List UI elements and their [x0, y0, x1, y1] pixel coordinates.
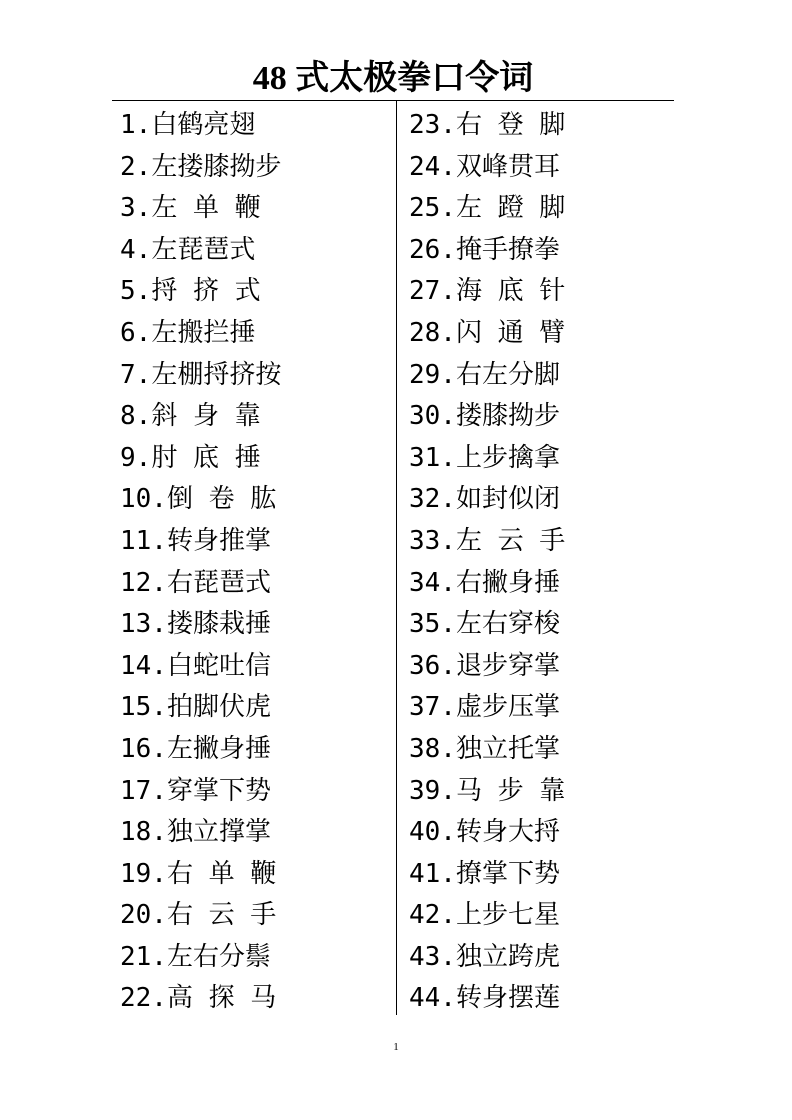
- list-item: [409, 188, 669, 230]
- left-column-list: [120, 105, 390, 1020]
- item-name: 上步七星: [455, 900, 560, 931]
- item-number: 9.: [120, 442, 152, 473]
- item-name: 白鹤亮翅: [151, 110, 256, 140]
- list-item: [120, 230, 390, 272]
- item-name: 上步擒拿: [455, 442, 560, 473]
- list-item: [409, 563, 669, 605]
- list-item: [120, 396, 390, 438]
- item-name: 海 底 针: [455, 276, 566, 307]
- list-item: [409, 604, 669, 646]
- item-name: 退步穿掌: [455, 650, 560, 681]
- item-number: 7.: [120, 359, 152, 390]
- item-number: 20.: [120, 900, 167, 931]
- list-item: [120, 521, 390, 563]
- list-item: [120, 563, 390, 605]
- list-item: [120, 771, 390, 813]
- list-item: [409, 105, 669, 147]
- item-number: 40.: [409, 817, 456, 848]
- item-number: 41.: [409, 858, 456, 889]
- list-item: [409, 271, 669, 313]
- item-number: 38.: [409, 733, 456, 764]
- item-name: 拍脚伏虎: [166, 692, 271, 723]
- item-number: 3.: [120, 193, 152, 224]
- item-number: 35.: [409, 609, 456, 640]
- item-name: 肘 底 捶: [151, 442, 261, 473]
- list-item: [120, 937, 390, 979]
- list-item: [120, 687, 390, 729]
- item-number: 12.: [120, 567, 167, 598]
- item-number: 4.: [120, 234, 152, 265]
- item-number: 27.: [409, 276, 456, 307]
- list-item: [120, 355, 390, 397]
- list-item: [120, 729, 390, 771]
- item-name: 左琵琶式: [151, 234, 256, 265]
- list-item: [409, 895, 669, 937]
- list-item: [120, 438, 390, 480]
- list-item: [409, 687, 669, 729]
- item-number: 42.: [409, 900, 456, 931]
- item-number: 28.: [409, 317, 456, 348]
- list-item: [120, 147, 390, 189]
- item-number: 19.: [120, 858, 167, 889]
- item-name: 左右分鬃: [166, 941, 271, 972]
- item-name: 如封似闭: [455, 484, 560, 515]
- title-underline: [112, 100, 674, 101]
- item-number: 15.: [120, 692, 167, 723]
- list-item: [120, 271, 390, 313]
- item-number: 23.: [409, 110, 456, 140]
- list-item: [409, 396, 669, 438]
- item-name: 独立跨虎: [455, 941, 560, 972]
- item-name: 右左分脚: [455, 359, 560, 390]
- item-number: 17.: [120, 775, 167, 806]
- item-number: 5.: [120, 276, 152, 307]
- item-name: 左搬拦捶: [151, 317, 256, 348]
- item-name: 马 步 靠: [455, 775, 566, 806]
- item-name: 白蛇吐信: [166, 650, 271, 681]
- list-item: [409, 729, 669, 771]
- item-name: 转身大捋: [455, 817, 560, 848]
- list-item: [120, 313, 390, 355]
- item-name: 倒 卷 肱: [166, 484, 277, 515]
- item-number: 43.: [409, 941, 456, 972]
- item-name: 右撇身捶: [455, 567, 560, 598]
- list-item: [409, 521, 669, 563]
- item-number: 22.: [120, 983, 167, 1014]
- item-name: 双峰贯耳: [455, 151, 560, 182]
- item-number: 39.: [409, 775, 456, 806]
- list-item: [409, 771, 669, 813]
- list-item: [409, 147, 669, 189]
- item-name: 右 单 鞭: [166, 858, 277, 889]
- item-number: 24.: [409, 151, 456, 182]
- item-number: 2.: [120, 151, 152, 182]
- item-name: 闪 通 臂: [455, 317, 566, 348]
- item-number: 13.: [120, 609, 167, 640]
- list-item: [120, 978, 390, 1020]
- column-divider: [396, 100, 397, 1015]
- list-item: [409, 978, 669, 1020]
- item-name: 捋 挤 式: [151, 276, 261, 307]
- item-number: 14.: [120, 650, 167, 681]
- item-number: 21.: [120, 941, 167, 972]
- list-item: [409, 355, 669, 397]
- item-name: 高 探 马: [166, 983, 277, 1014]
- item-name: 转身推掌: [166, 525, 271, 556]
- right-column-list: [409, 105, 669, 1020]
- item-number: 29.: [409, 359, 456, 390]
- item-name: 左棚捋挤按: [151, 359, 282, 390]
- item-number: 33.: [409, 525, 456, 556]
- item-name: 右琵琶式: [166, 567, 271, 598]
- item-name: 搂膝拗步: [455, 401, 560, 432]
- item-number: 37.: [409, 692, 456, 723]
- item-number: 34.: [409, 567, 456, 598]
- item-name: 左右穿梭: [455, 609, 560, 640]
- item-name: 掩手撩拳: [455, 234, 560, 265]
- item-name: 左搂膝拗步: [151, 151, 282, 182]
- item-name: 左 蹬 脚: [455, 193, 566, 224]
- item-name: 虚步压掌: [455, 692, 560, 723]
- item-name: 独立撑掌: [166, 817, 271, 848]
- list-item: [409, 937, 669, 979]
- item-name: 右 云 手: [166, 900, 277, 931]
- item-number: 36.: [409, 650, 456, 681]
- list-item: [409, 812, 669, 854]
- item-name: 左 单 鞭: [151, 193, 261, 224]
- list-item: [409, 438, 669, 480]
- item-number: 1.: [120, 110, 152, 140]
- item-name: 左撇身捶: [166, 733, 271, 764]
- item-name: 右 登 脚: [455, 110, 566, 140]
- list-item: [120, 105, 390, 147]
- list-item: [409, 646, 669, 688]
- document-title: 48 式太极拳口令词: [252, 60, 534, 97]
- item-number: 10.: [120, 484, 167, 515]
- item-number: 16.: [120, 733, 167, 764]
- item-name: 穿掌下势: [166, 775, 271, 806]
- list-item: [120, 854, 390, 896]
- item-number: 30.: [409, 401, 456, 432]
- list-item: [120, 479, 390, 521]
- item-number: 8.: [120, 401, 152, 432]
- item-number: 25.: [409, 193, 456, 224]
- list-item: [409, 230, 669, 272]
- item-number: 44.: [409, 983, 456, 1014]
- item-name: 左 云 手: [455, 525, 566, 556]
- item-name: 转身摆莲: [455, 983, 560, 1014]
- item-number: 6.: [120, 317, 152, 348]
- item-number: 32.: [409, 484, 456, 515]
- item-name: 独立托掌: [455, 733, 560, 764]
- item-name: 搂膝栽捶: [166, 609, 271, 640]
- list-item: [120, 646, 390, 688]
- page-number: 1: [393, 1041, 399, 1053]
- list-item: [120, 812, 390, 854]
- item-name: 撩掌下势: [455, 858, 560, 889]
- item-name: 斜 身 靠: [151, 401, 261, 432]
- list-item: [409, 313, 669, 355]
- list-item: [409, 479, 669, 521]
- list-item: [120, 604, 390, 646]
- list-item: [120, 188, 390, 230]
- item-number: 26.: [409, 234, 456, 265]
- item-number: 31.: [409, 442, 456, 473]
- item-number: 18.: [120, 817, 167, 848]
- list-item: [409, 854, 669, 896]
- list-item: [120, 895, 390, 937]
- item-number: 11.: [120, 525, 167, 556]
